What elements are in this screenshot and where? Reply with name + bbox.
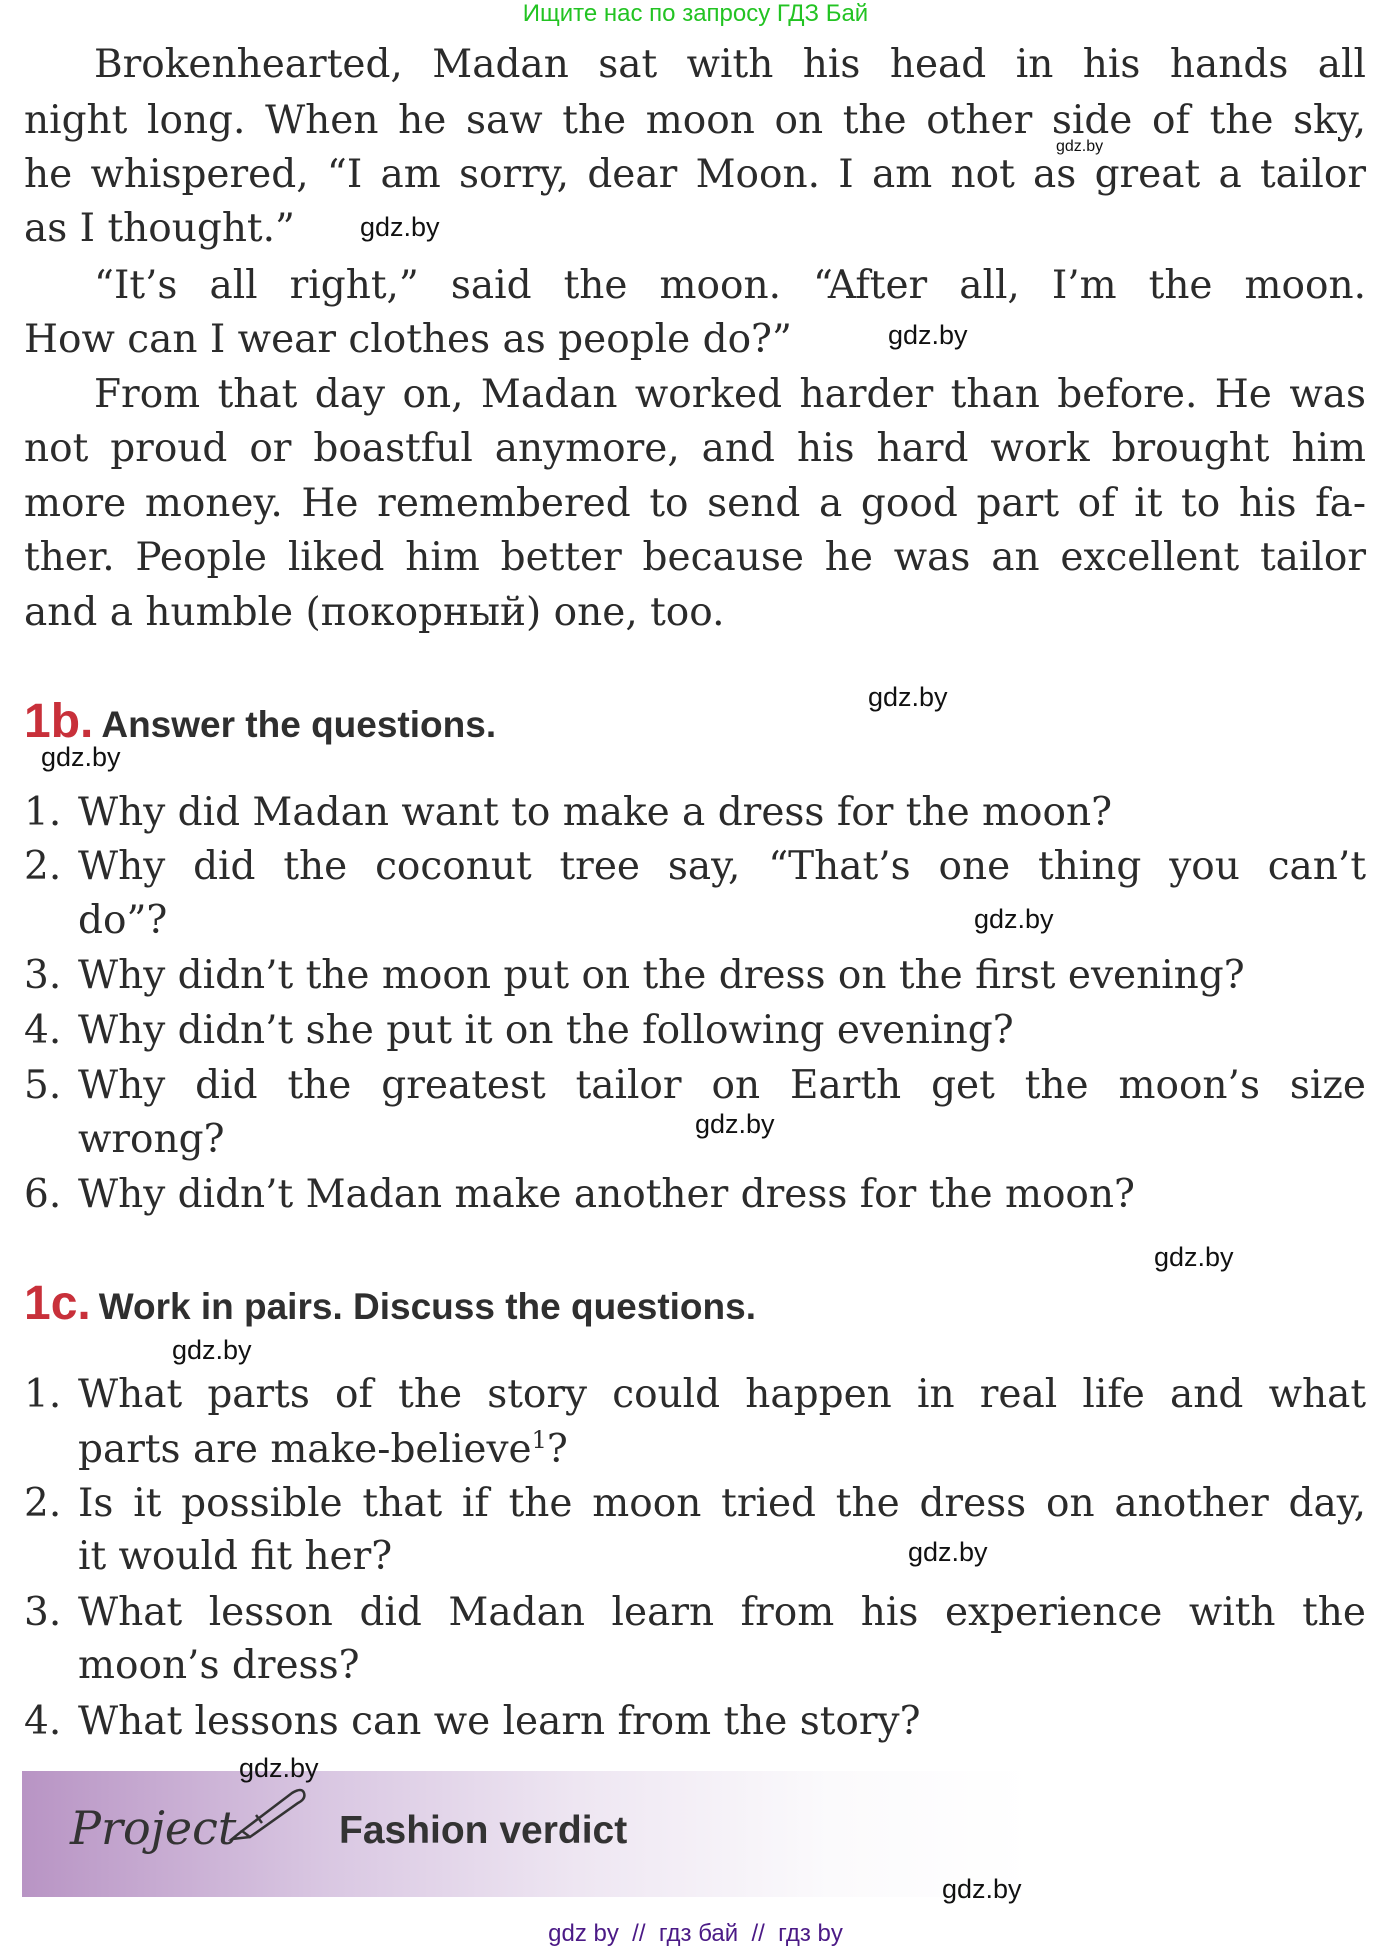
section-code: 1b. [24, 695, 94, 748]
section-1b-heading [24, 694, 496, 749]
question-text: What lesson did Madan learn from his experience with the [78, 1590, 1366, 1635]
watermark: gdz.by [41, 742, 121, 772]
watermark: gdz.by [695, 1109, 775, 1139]
question-text: moon’s dress? [78, 1643, 360, 1688]
question-number: 2. [24, 844, 62, 889]
question-number: 4. [24, 1008, 62, 1053]
story-line: How can I wear clothes as people do?” [24, 317, 792, 362]
section-title: Work in pairs. Discuss the questions. [98, 1286, 756, 1327]
section-1c-heading [24, 1276, 756, 1331]
story-line: Brokenhearted, Madan sat with his head in his hands all [94, 42, 1366, 87]
question-text: Why did the greatest tailor on Earth get the moon’s size [78, 1063, 1366, 1108]
question-text-part: parts are make-believe [78, 1427, 532, 1472]
watermark: gdz.by [942, 1874, 1022, 1904]
question-number: 3. [24, 953, 62, 998]
question-text: it would fit her? [78, 1534, 393, 1579]
question-number: 3. [24, 1590, 62, 1635]
question-text: What lessons can we learn from the story? [78, 1699, 921, 1744]
watermark: gdz.by [974, 904, 1054, 934]
question-text-part: ? [546, 1427, 568, 1472]
question-text: Why didn’t she put it on the following evening? [78, 1008, 1014, 1053]
watermark: gdz.by [360, 212, 440, 242]
story-line: he whispered, “I am sorry, dear Moon. I am not as great a tailor [24, 152, 1366, 197]
story-line: as I thought.” [24, 206, 295, 251]
story-line: and a humble (покорный) one, too. [24, 590, 725, 635]
section-code: 1c. [24, 1277, 91, 1330]
search-hint-banner: Ищите нас по запросу ГДЗ Бай [522, 0, 869, 27]
question-text: wrong? [78, 1117, 225, 1162]
question-text: Is it possible that if the moon tried the dress on another day, [78, 1481, 1366, 1526]
footnote-marker: 1 [531, 1426, 547, 1454]
watermark: gdz.by [908, 1537, 988, 1567]
watermark: gdz.by [888, 320, 968, 350]
question-text [78, 1423, 1366, 1477]
section-title: Answer the questions. [101, 704, 497, 745]
watermark: gdz.by [1056, 138, 1104, 155]
question-text: What parts of the story could happen in real life and what [78, 1372, 1366, 1417]
story-line: ther. People liked him better because he was an excellent tailor [24, 535, 1366, 580]
story-line: From that day on, Madan worked harder than before. He was [94, 372, 1366, 417]
question-number: 6. [24, 1172, 62, 1217]
project-title: Fashion verdict [339, 1809, 628, 1852]
question-number: 2. [24, 1481, 62, 1526]
question-number: 5. [24, 1063, 62, 1108]
story-line: “It’s all right,” said the moon. “After all, I’m the moon. [94, 263, 1366, 308]
question-number: 4. [24, 1699, 62, 1744]
project-banner [22, 1771, 1032, 1897]
question-text: Why did the coconut tree say, “That’s one thing you can’t [78, 844, 1366, 889]
story-line: more money. He remembered to send a good part of it to his fa- [24, 481, 1366, 526]
question-text: Why did Madan want to make a dress for the moon? [78, 790, 1113, 835]
story-line: night long. When he saw the moon on the other side of the sky, [24, 98, 1366, 143]
question-number: 1. [24, 790, 62, 835]
watermark: gdz.by [1154, 1242, 1234, 1272]
question-text: Why didn’t Madan make another dress for the moon? [78, 1172, 1135, 1217]
pen-icon [222, 1781, 312, 1841]
footer-links: gdz by // гдз бай // гдз by [548, 1920, 843, 1947]
story-line: not proud or boastful anymore, and his hard work brought him [24, 426, 1366, 471]
question-number: 1. [24, 1372, 62, 1417]
question-text: do”? [78, 898, 168, 943]
watermark: gdz.by [868, 682, 948, 712]
question-text: Why didn’t the moon put on the dress on the first evening? [78, 953, 1245, 998]
watermark: gdz.by [239, 1753, 319, 1783]
project-label: Project [70, 1801, 237, 1855]
watermark: gdz.by [172, 1335, 252, 1365]
